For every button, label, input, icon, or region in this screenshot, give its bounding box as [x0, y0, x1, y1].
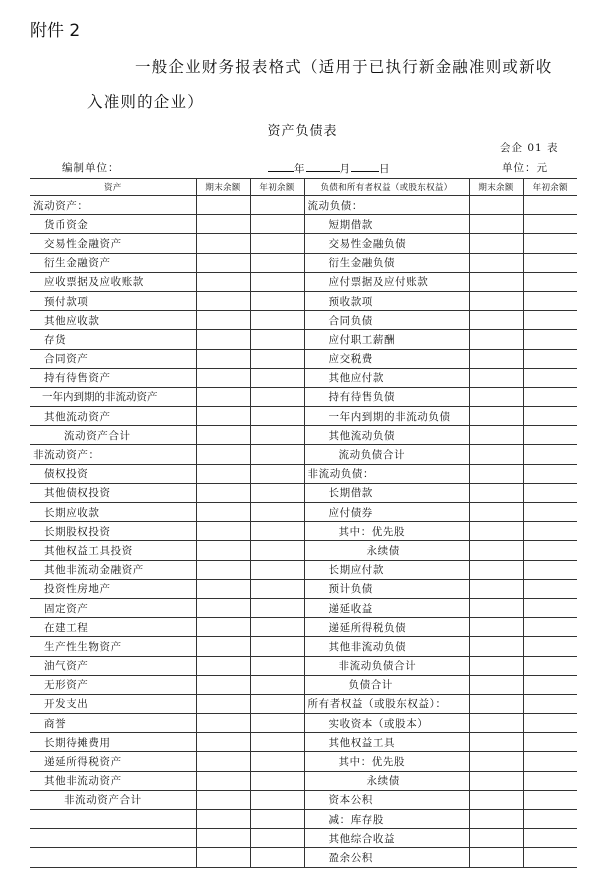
- liability-begin-balance-cell[interactable]: [523, 829, 577, 848]
- liability-end-balance-cell[interactable]: [469, 810, 523, 829]
- asset-begin-balance-cell[interactable]: [250, 311, 304, 330]
- asset-end-balance-cell[interactable]: [196, 541, 250, 560]
- liability-item-label: 合同负债: [304, 311, 469, 330]
- liability-end-balance-cell[interactable]: [469, 330, 523, 349]
- document-title-line-1: 一般企业财务报表格式（适用于已执行新金融准则或新收: [135, 58, 553, 76]
- liability-end-balance-cell[interactable]: [469, 790, 523, 809]
- liability-item-label: 减：库存股: [304, 810, 469, 829]
- table-row: [30, 733, 577, 752]
- asset-begin-balance-cell[interactable]: [250, 483, 304, 502]
- asset-end-balance-cell[interactable]: [196, 196, 250, 215]
- liability-begin-balance-cell[interactable]: [523, 234, 577, 253]
- liability-end-balance-cell[interactable]: [469, 349, 523, 368]
- col-header-assets-begin-balance: 年初余额: [250, 179, 304, 196]
- table-row: [30, 675, 577, 694]
- asset-begin-balance-cell[interactable]: [250, 771, 304, 790]
- liability-begin-balance-cell[interactable]: [523, 598, 577, 617]
- table-body: [30, 196, 577, 868]
- liability-begin-balance-cell[interactable]: [523, 426, 577, 445]
- liability-end-balance-cell[interactable]: [469, 541, 523, 560]
- liability-item-label: 预计负债: [304, 579, 469, 598]
- asset-item-label: 其他非流动金融资产: [30, 560, 196, 579]
- asset-end-balance-cell[interactable]: [196, 253, 250, 272]
- liability-begin-balance-cell[interactable]: [523, 618, 577, 637]
- asset-end-balance-cell[interactable]: [196, 656, 250, 675]
- asset-item-label: [30, 848, 196, 867]
- asset-item-label: 长期待摊费用: [30, 733, 196, 752]
- liability-end-balance-cell[interactable]: [469, 848, 523, 867]
- asset-item-label: 货币资金: [30, 215, 196, 234]
- liability-begin-balance-cell[interactable]: [523, 387, 577, 406]
- liability-end-balance-cell[interactable]: [469, 272, 523, 291]
- asset-end-balance-cell[interactable]: [196, 311, 250, 330]
- asset-end-balance-cell[interactable]: [196, 637, 250, 656]
- day-blank: [351, 160, 379, 172]
- year-label: 年: [294, 163, 306, 175]
- liability-end-balance-cell[interactable]: [469, 579, 523, 598]
- asset-end-balance-cell[interactable]: [196, 694, 250, 713]
- table-row: [30, 464, 577, 483]
- reporting-unit-label: 编制单位：: [62, 162, 120, 174]
- table-row: [30, 560, 577, 579]
- table-row: [30, 522, 577, 541]
- liability-item-label: 其他应付款: [304, 368, 469, 387]
- col-header-liabilities-equity: 负债和所有者权益（或股东权益）: [304, 179, 469, 196]
- liability-end-balance-cell[interactable]: [469, 234, 523, 253]
- liability-end-balance-cell[interactable]: [469, 598, 523, 617]
- table-row: [30, 503, 577, 522]
- asset-item-label: 合同资产: [30, 349, 196, 368]
- liability-item-label: 盈余公积: [304, 848, 469, 867]
- asset-begin-balance-cell[interactable]: [250, 714, 304, 733]
- form-code: 会企 01 表: [500, 142, 559, 154]
- liability-begin-balance-cell[interactable]: [523, 330, 577, 349]
- liability-begin-balance-cell[interactable]: [523, 483, 577, 502]
- asset-begin-balance-cell[interactable]: [250, 656, 304, 675]
- asset-item-label: 长期股权投资: [30, 522, 196, 541]
- month-blank: [306, 160, 340, 172]
- liability-end-balance-cell[interactable]: [469, 675, 523, 694]
- asset-item-label: 应收票据及应收账款: [30, 272, 196, 291]
- asset-end-balance-cell[interactable]: [196, 407, 250, 426]
- table-header-row: [30, 179, 577, 196]
- asset-end-balance-cell[interactable]: [196, 579, 250, 598]
- liability-end-balance-cell[interactable]: [469, 522, 523, 541]
- table-row: [30, 694, 577, 713]
- asset-begin-balance-cell[interactable]: [250, 522, 304, 541]
- asset-end-balance-cell[interactable]: [196, 426, 250, 445]
- asset-end-balance-cell[interactable]: [196, 445, 250, 464]
- asset-end-balance-cell[interactable]: [196, 733, 250, 752]
- asset-end-balance-cell[interactable]: [196, 848, 250, 867]
- liability-begin-balance-cell[interactable]: [523, 541, 577, 560]
- asset-item-label: 其他非流动资产: [30, 771, 196, 790]
- liability-item-label: 应付职工薪酬: [304, 330, 469, 349]
- table-row: [30, 752, 577, 771]
- month-label: 月: [339, 163, 351, 175]
- asset-item-label: [30, 829, 196, 848]
- report-date: [268, 160, 391, 176]
- liability-begin-balance-cell[interactable]: [523, 675, 577, 694]
- year-blank: [268, 160, 294, 172]
- asset-end-balance-cell[interactable]: [196, 560, 250, 579]
- liability-begin-balance-cell[interactable]: [523, 579, 577, 598]
- balance-sheet-table: [30, 178, 577, 868]
- col-header-liab-begin-balance: 年初余额: [523, 179, 577, 196]
- liability-item-label: 所有者权益（或股东权益）：: [304, 694, 469, 713]
- asset-begin-balance-cell[interactable]: [250, 618, 304, 637]
- asset-item-label: 递延所得税资产: [30, 752, 196, 771]
- asset-end-balance-cell[interactable]: [196, 618, 250, 637]
- asset-end-balance-cell[interactable]: [196, 272, 250, 291]
- asset-end-balance-cell[interactable]: [196, 215, 250, 234]
- asset-begin-balance-cell[interactable]: [250, 215, 304, 234]
- asset-item-label: 在建工程: [30, 618, 196, 637]
- table-row: [30, 445, 577, 464]
- asset-begin-balance-cell[interactable]: [250, 445, 304, 464]
- asset-begin-balance-cell[interactable]: [250, 560, 304, 579]
- liability-item-label: 其他综合收益: [304, 829, 469, 848]
- asset-begin-balance-cell[interactable]: [250, 810, 304, 829]
- liability-begin-balance-cell[interactable]: [523, 291, 577, 310]
- table-row: [30, 618, 577, 637]
- liability-begin-balance-cell[interactable]: [523, 464, 577, 483]
- asset-item-label: 非流动资产合计: [30, 790, 196, 809]
- liability-item-label: 其他流动负债: [304, 426, 469, 445]
- liability-item-label: 长期借款: [304, 483, 469, 502]
- liability-end-balance-cell[interactable]: [469, 694, 523, 713]
- asset-item-label: 存货: [30, 330, 196, 349]
- liability-end-balance-cell[interactable]: [469, 215, 523, 234]
- liability-item-label: 非流动负债合计: [304, 656, 469, 675]
- liability-item-label: 其中：优先股: [304, 752, 469, 771]
- asset-begin-balance-cell[interactable]: [250, 253, 304, 272]
- asset-begin-balance-cell[interactable]: [250, 829, 304, 848]
- asset-item-label: 一年内到期的非流动资产: [30, 387, 196, 406]
- asset-end-balance-cell[interactable]: [196, 291, 250, 310]
- table-row: [30, 330, 577, 349]
- asset-end-balance-cell[interactable]: [196, 714, 250, 733]
- asset-item-label: 流动资产：: [30, 196, 196, 215]
- liability-begin-balance-cell[interactable]: [523, 733, 577, 752]
- asset-item-label: 其他债权投资: [30, 483, 196, 502]
- liability-begin-balance-cell[interactable]: [523, 752, 577, 771]
- asset-begin-balance-cell[interactable]: [250, 368, 304, 387]
- liability-item-label: 实收资本（或股本）: [304, 714, 469, 733]
- table-row: [30, 234, 577, 253]
- liability-begin-balance-cell[interactable]: [523, 311, 577, 330]
- asset-item-label: 债权投资: [30, 464, 196, 483]
- asset-item-label: 其他权益工具投资: [30, 541, 196, 560]
- asset-end-balance-cell[interactable]: [196, 234, 250, 253]
- liability-item-label: 其他非流动负债: [304, 637, 469, 656]
- liability-end-balance-cell[interactable]: [469, 407, 523, 426]
- liability-begin-balance-cell[interactable]: [523, 272, 577, 291]
- table-row: [30, 291, 577, 310]
- liability-end-balance-cell[interactable]: [469, 714, 523, 733]
- table-row: [30, 810, 577, 829]
- asset-begin-balance-cell[interactable]: [250, 234, 304, 253]
- liability-end-balance-cell[interactable]: [469, 426, 523, 445]
- table-row: [30, 426, 577, 445]
- table-row: [30, 829, 577, 848]
- asset-item-label: 开发支出: [30, 694, 196, 713]
- currency-unit-label: 单位：元: [502, 162, 548, 174]
- table-row: [30, 848, 577, 867]
- asset-begin-balance-cell[interactable]: [250, 464, 304, 483]
- asset-item-label: 投资性房地产: [30, 579, 196, 598]
- table-row: [30, 272, 577, 291]
- liability-item-label: 一年内到期的非流动负债: [304, 407, 469, 426]
- asset-item-label: 交易性金融资产: [30, 234, 196, 253]
- asset-begin-balance-cell[interactable]: [250, 752, 304, 771]
- asset-item-label: 油气资产: [30, 656, 196, 675]
- liability-begin-balance-cell[interactable]: [523, 253, 577, 272]
- asset-begin-balance-cell[interactable]: [250, 426, 304, 445]
- liability-end-balance-cell[interactable]: [469, 445, 523, 464]
- table-row: [30, 598, 577, 617]
- liability-end-balance-cell[interactable]: [469, 311, 523, 330]
- liability-end-balance-cell[interactable]: [469, 503, 523, 522]
- asset-begin-balance-cell[interactable]: [250, 675, 304, 694]
- liability-begin-balance-cell[interactable]: [523, 771, 577, 790]
- asset-begin-balance-cell[interactable]: [250, 272, 304, 291]
- liability-item-label: 长期应付款: [304, 560, 469, 579]
- liability-end-balance-cell[interactable]: [469, 368, 523, 387]
- table-row: [30, 196, 577, 215]
- asset-end-balance-cell[interactable]: [196, 790, 250, 809]
- asset-begin-balance-cell[interactable]: [250, 541, 304, 560]
- liability-item-label: 交易性金融负债: [304, 234, 469, 253]
- asset-begin-balance-cell[interactable]: [250, 733, 304, 752]
- asset-begin-balance-cell[interactable]: [250, 407, 304, 426]
- asset-item-label: 非流动资产：: [30, 445, 196, 464]
- asset-item-label: 其他流动资产: [30, 407, 196, 426]
- liability-item-label: 预收款项: [304, 291, 469, 310]
- asset-begin-balance-cell[interactable]: [250, 637, 304, 656]
- table-row: [30, 483, 577, 502]
- asset-item-label: 生产性生物资产: [30, 637, 196, 656]
- liability-end-balance-cell[interactable]: [469, 196, 523, 215]
- asset-begin-balance-cell[interactable]: [250, 291, 304, 310]
- asset-begin-balance-cell[interactable]: [250, 579, 304, 598]
- table-row: [30, 349, 577, 368]
- liability-end-balance-cell[interactable]: [469, 618, 523, 637]
- asset-end-balance-cell[interactable]: [196, 598, 250, 617]
- table-row: [30, 368, 577, 387]
- asset-end-balance-cell[interactable]: [196, 503, 250, 522]
- col-header-assets: 资产: [30, 179, 196, 196]
- asset-begin-balance-cell[interactable]: [250, 330, 304, 349]
- liability-end-balance-cell[interactable]: [469, 560, 523, 579]
- liability-begin-balance-cell[interactable]: [523, 714, 577, 733]
- asset-end-balance-cell[interactable]: [196, 483, 250, 502]
- liability-item-label: 永续债: [304, 771, 469, 790]
- table-row: [30, 656, 577, 675]
- asset-item-label: 预付款项: [30, 291, 196, 310]
- asset-begin-balance-cell[interactable]: [250, 387, 304, 406]
- document-title-line-2: 入准则的企业）: [87, 93, 204, 111]
- table-row: [30, 387, 577, 406]
- asset-item-label: 持有待售资产: [30, 368, 196, 387]
- asset-begin-balance-cell[interactable]: [250, 598, 304, 617]
- asset-end-balance-cell[interactable]: [196, 810, 250, 829]
- asset-item-label: 流动资产合计: [30, 426, 196, 445]
- table-row: [30, 714, 577, 733]
- day-label: 日: [379, 163, 391, 175]
- liability-begin-balance-cell[interactable]: [523, 407, 577, 426]
- asset-item-label: 长期应收款: [30, 503, 196, 522]
- asset-begin-balance-cell[interactable]: [250, 848, 304, 867]
- asset-item-label: 商誉: [30, 714, 196, 733]
- liability-item-label: 资本公积: [304, 790, 469, 809]
- asset-end-balance-cell[interactable]: [196, 675, 250, 694]
- liability-end-balance-cell[interactable]: [469, 464, 523, 483]
- liability-begin-balance-cell[interactable]: [523, 349, 577, 368]
- liability-item-label: 短期借款: [304, 215, 469, 234]
- asset-end-balance-cell[interactable]: [196, 368, 250, 387]
- col-header-assets-end-balance: 期末余额: [196, 179, 250, 196]
- asset-end-balance-cell[interactable]: [196, 464, 250, 483]
- col-header-liab-end-balance: 期末余额: [469, 179, 523, 196]
- table-row: [30, 790, 577, 809]
- asset-end-balance-cell[interactable]: [196, 330, 250, 349]
- table-row: [30, 771, 577, 790]
- liability-end-balance-cell[interactable]: [469, 291, 523, 310]
- asset-begin-balance-cell[interactable]: [250, 196, 304, 215]
- asset-end-balance-cell[interactable]: [196, 771, 250, 790]
- asset-end-balance-cell[interactable]: [196, 349, 250, 368]
- liability-item-label: 递延所得税负债: [304, 618, 469, 637]
- liability-end-balance-cell[interactable]: [469, 733, 523, 752]
- liability-begin-balance-cell[interactable]: [523, 445, 577, 464]
- asset-item-label: 无形资产: [30, 675, 196, 694]
- liability-begin-balance-cell[interactable]: [523, 196, 577, 215]
- liability-end-balance-cell[interactable]: [469, 253, 523, 272]
- liability-begin-balance-cell[interactable]: [523, 503, 577, 522]
- asset-end-balance-cell[interactable]: [196, 829, 250, 848]
- asset-begin-balance-cell[interactable]: [250, 503, 304, 522]
- liability-item-label: 应交税费: [304, 349, 469, 368]
- liability-item-label: 其他权益工具: [304, 733, 469, 752]
- asset-end-balance-cell[interactable]: [196, 752, 250, 771]
- liability-item-label: 永续债: [304, 541, 469, 560]
- liability-begin-balance-cell[interactable]: [523, 848, 577, 867]
- asset-item-label: [30, 810, 196, 829]
- asset-end-balance-cell[interactable]: [196, 522, 250, 541]
- liability-begin-balance-cell[interactable]: [523, 637, 577, 656]
- table-row: [30, 407, 577, 426]
- liability-begin-balance-cell[interactable]: [523, 810, 577, 829]
- liability-end-balance-cell[interactable]: [469, 483, 523, 502]
- liability-end-balance-cell[interactable]: [469, 771, 523, 790]
- liability-item-label: 流动负债：: [304, 196, 469, 215]
- liability-item-label: 流动负债合计: [304, 445, 469, 464]
- liability-item-label: 递延收益: [304, 598, 469, 617]
- table-row: [30, 579, 577, 598]
- asset-end-balance-cell[interactable]: [196, 387, 250, 406]
- liability-item-label: 负债合计: [304, 675, 469, 694]
- liability-end-balance-cell[interactable]: [469, 387, 523, 406]
- liability-begin-balance-cell[interactable]: [523, 790, 577, 809]
- liability-item-label: 应付票据及应付账款: [304, 272, 469, 291]
- asset-item-label: 固定资产: [30, 598, 196, 617]
- liability-begin-balance-cell[interactable]: [523, 560, 577, 579]
- attachment-label: 附件 2: [30, 21, 81, 41]
- sheet-title: 资产负债表: [267, 124, 338, 139]
- liability-end-balance-cell[interactable]: [469, 656, 523, 675]
- asset-begin-balance-cell[interactable]: [250, 790, 304, 809]
- liability-begin-balance-cell[interactable]: [523, 656, 577, 675]
- asset-begin-balance-cell[interactable]: [250, 349, 304, 368]
- liability-item-label: 非流动负债：: [304, 464, 469, 483]
- table-row: [30, 311, 577, 330]
- liability-item-label: 其中：优先股: [304, 522, 469, 541]
- liability-begin-balance-cell[interactable]: [523, 215, 577, 234]
- table-row: [30, 253, 577, 272]
- liability-end-balance-cell[interactable]: [469, 752, 523, 771]
- table-row: [30, 637, 577, 656]
- liability-begin-balance-cell[interactable]: [523, 368, 577, 387]
- asset-item-label: 衍生金融资产: [30, 253, 196, 272]
- liability-end-balance-cell[interactable]: [469, 829, 523, 848]
- asset-begin-balance-cell[interactable]: [250, 694, 304, 713]
- liability-begin-balance-cell[interactable]: [523, 522, 577, 541]
- liability-end-balance-cell[interactable]: [469, 637, 523, 656]
- liability-item-label: 应付债券: [304, 503, 469, 522]
- table-row: [30, 215, 577, 234]
- liability-begin-balance-cell[interactable]: [523, 694, 577, 713]
- liability-item-label: 持有待售负债: [304, 387, 469, 406]
- table-row: [30, 541, 577, 560]
- liability-item-label: 衍生金融负债: [304, 253, 469, 272]
- asset-item-label: 其他应收款: [30, 311, 196, 330]
